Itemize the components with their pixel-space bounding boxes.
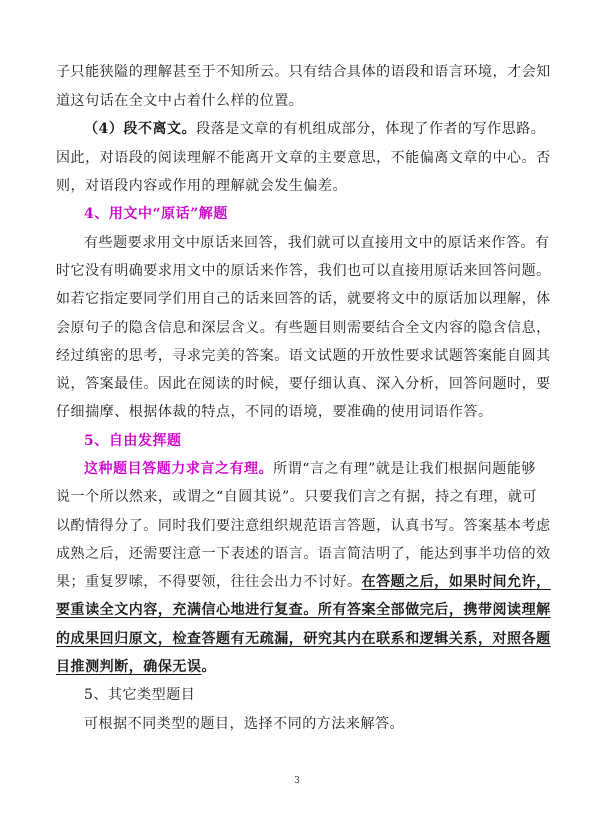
paragraph-text: 果；重复罗嗦，不得要领，往往会出力不讨好。 (56, 574, 362, 590)
paragraph-line: 时它没有明确要求用文中的原话来作答，我们也可以直接用原话来回答问题。 (56, 263, 551, 279)
paragraph-line: 如若它指定要同学们用自己的话来回答的话，就要将文中的原话加以理解，体 (56, 291, 551, 307)
underlined-text: 目推测判断，确保无误 (56, 659, 202, 675)
subheading-duan-bu-li-wen: （4）段不离文。 (84, 121, 197, 137)
paragraph-line (84, 119, 546, 139)
paragraph-line: 道这句话在全文中占着什么样的位置。 (56, 93, 304, 109)
paragraph-text: 。 (201, 659, 217, 675)
paragraph-line: 子只能狭隘的理解甚至于不知所云。只有结合具体的语段和语言环境，才会知 (56, 64, 551, 80)
paragraph-line: 成熟之后，还需要注意一下表述的语言。语言简洁明了，能达到事半功倍的效 (56, 546, 551, 562)
paragraph-line: 说一个所以然来，或谓之“自圆其说”。只要我们言之有据，持之有理，就可 (56, 489, 538, 505)
section-heading-5: 5、自由发挥题 (84, 433, 182, 449)
paragraph-line: 会原句子的隐含信息和深层含义。有些题目则需要结合全文内容的隐含信息， (56, 320, 551, 336)
paragraph-line: 说，答案最佳。因此在阅读的时候，要仔细认真、深入分析，回答问题时，要 (56, 376, 551, 392)
underlined-line: 的成果回归原文，检查答题有无疏漏，研究其内在联系和逻辑关系，对照各题 (56, 631, 551, 647)
paragraph-line: 经过缜密的思考，寻求完美的答案。语文试题的开放性要求试题答案能自圆其 (56, 348, 551, 364)
paragraph-line: 则，对语段内容或作用的理解就会发生偏差。 (56, 178, 347, 194)
paragraph-line: 因此，对语段的阅读理解不能离开文章的主要意思，不能偏离文章的中心。否 (56, 150, 551, 166)
paragraph-line (84, 459, 546, 479)
paragraph-text: 段落是文章的有机组成部分，体现了作者的写作思路。 (196, 121, 546, 137)
paragraph-line: 可根据不同类型的题目，选择不同的方法来解答。 (84, 716, 405, 732)
paragraph-line: 仔细揣摩、根据体裁的特点，不同的语境，要准确的使用词语作答。 (56, 404, 493, 420)
paragraph-line: 5、其它类型题目 (84, 687, 196, 703)
paragraph-line: 有些题要求用文中原话来回答，我们就可以直接用文中的原话来作答。有 (84, 235, 550, 251)
paragraph-line (56, 657, 546, 677)
paragraph-line (56, 572, 551, 592)
section-heading-4: 4、用文中“原话”解题 (84, 206, 228, 222)
paragraph-line: 以酌情得分了。同时我们要注意组织规范语言答题，认真书写。答案基本考虑 (56, 518, 551, 534)
paragraph-text: 所谓“言之有理”就是让我们根据问题能够 (273, 461, 536, 477)
page-number: 3 (294, 776, 300, 786)
underlined-text: 在答题之后，如果时间允许， (361, 574, 551, 590)
emphasis-text: 这种题目答题力求言之有理。 (84, 461, 274, 477)
underlined-line: 要重读全文内容，充满信心地进行复查。所有答案全部做完后，携带阅读理解 (56, 602, 551, 618)
